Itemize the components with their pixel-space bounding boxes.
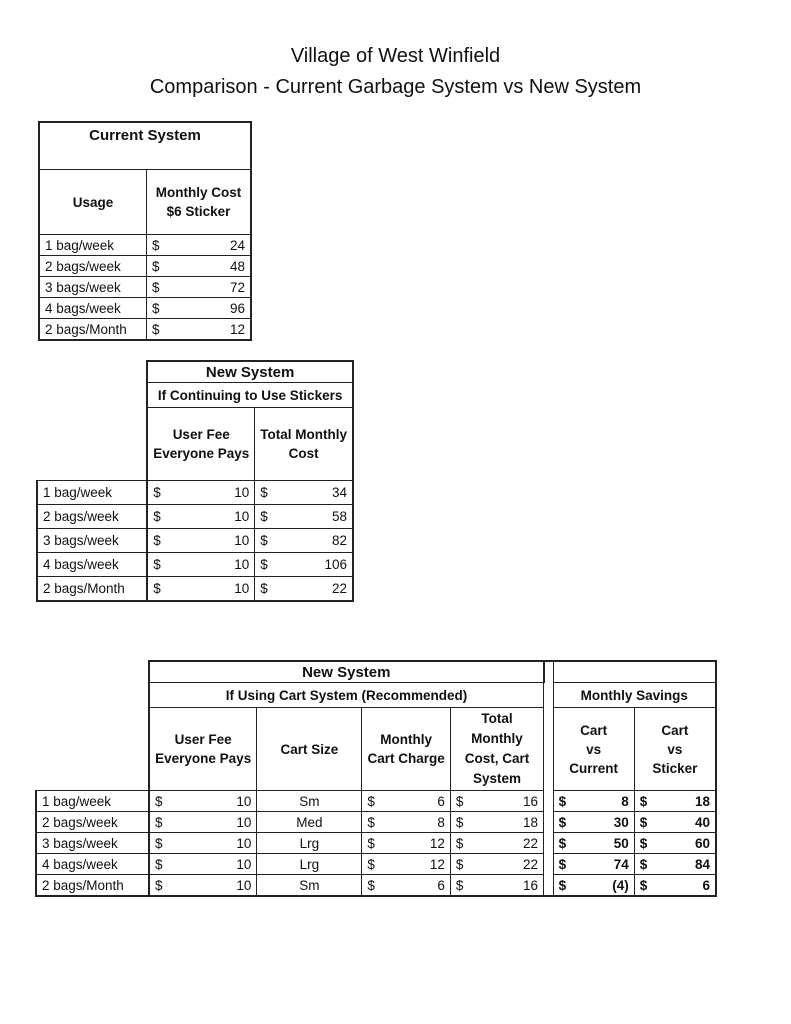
cost-cell: 72 xyxy=(164,277,251,298)
table-row xyxy=(37,577,353,602)
monthly-cost-header xyxy=(147,170,252,235)
sticker-fee-header-line1: User Fee xyxy=(172,427,230,442)
sticker-subheading: If Continuing to Use Stickers xyxy=(147,383,353,408)
currency-cell: $ xyxy=(634,833,652,854)
sticker-total-header xyxy=(255,408,353,481)
total-cell: 34 xyxy=(272,481,353,505)
currency-cell: $ xyxy=(147,529,165,553)
currency-cell: $ xyxy=(147,505,165,529)
currency-cell: $ xyxy=(255,529,273,553)
table-row xyxy=(37,553,353,577)
currency-cell: $ xyxy=(634,854,652,875)
usage-cell: 4 bags/week xyxy=(37,553,147,577)
usage-cell: 3 bags/week xyxy=(37,529,147,553)
currency-cell: $ xyxy=(147,256,165,277)
savings-vs-sticker-cell: 6 xyxy=(652,875,716,897)
cart-total-header-line1: Total xyxy=(481,711,513,726)
cart-fee-header-line1: User Fee xyxy=(174,732,232,747)
cart-size-cell: Sm xyxy=(257,875,362,897)
usage-cell: 3 bags/week xyxy=(39,277,147,298)
currency-cell: $ xyxy=(362,812,380,833)
currency-cell: $ xyxy=(147,577,165,602)
currency-cell: $ xyxy=(147,277,165,298)
document-title: Village of West Winfield xyxy=(290,45,501,67)
table-row xyxy=(37,505,353,529)
currency-cell: $ xyxy=(553,854,571,875)
cart-vs-current-header-line3: Current xyxy=(569,760,619,776)
usage-cell: 3 bags/week xyxy=(36,833,149,854)
cart-fee-header xyxy=(149,708,257,791)
charge-cell: 12 xyxy=(379,833,450,854)
currency-cell: $ xyxy=(362,875,380,897)
currency-cell: $ xyxy=(255,553,273,577)
savings-vs-sticker-cell: 18 xyxy=(652,791,716,812)
cart-size-cell: Med xyxy=(257,812,362,833)
cart-vs-sticker-header-line1: Cart xyxy=(661,722,689,738)
savings-vs-sticker-cell: 40 xyxy=(652,812,716,833)
currency-cell: $ xyxy=(149,833,167,854)
cart-charge-header-line1: Monthly xyxy=(380,732,432,747)
usage-cell: 1 bag/week xyxy=(37,481,147,505)
total-cell: 58 xyxy=(272,505,353,529)
gap-cell xyxy=(544,854,554,875)
currency-cell: $ xyxy=(553,833,571,854)
table-row xyxy=(36,875,716,897)
currency-cell: $ xyxy=(147,319,165,341)
cart-subheading: If Using Cart System (Recommended) xyxy=(149,683,544,708)
savings-vs-current-cell: 50 xyxy=(571,833,635,854)
sticker-system-table xyxy=(36,360,354,602)
table-row xyxy=(36,812,716,833)
fee-cell: 10 xyxy=(167,854,257,875)
cart-size-cell: Lrg xyxy=(257,833,362,854)
document-subtitle: Comparison - Current Garbage System vs New System xyxy=(149,76,642,98)
cart-total-header-line2: Monthly xyxy=(471,731,523,746)
table-row xyxy=(39,235,251,256)
usage-cell: 1 bag/week xyxy=(39,235,147,256)
currency-cell: $ xyxy=(450,791,468,812)
charge-cell: 6 xyxy=(379,875,450,897)
currency-cell: $ xyxy=(362,854,380,875)
usage-cell: 1 bag/week xyxy=(36,791,149,812)
total-cell: 82 xyxy=(272,529,353,553)
sticker-total-header-line2: Cost xyxy=(288,446,319,461)
currency-cell: $ xyxy=(450,833,468,854)
currency-cell: $ xyxy=(450,854,468,875)
savings-heading: Monthly Savings xyxy=(553,683,716,708)
currency-cell: $ xyxy=(634,791,652,812)
cart-size-header: Cart Size xyxy=(257,708,362,791)
total-cell: 18 xyxy=(468,812,544,833)
total-cell: 22 xyxy=(468,854,544,875)
table-row xyxy=(39,319,251,341)
currency-cell: $ xyxy=(147,553,165,577)
cart-charge-header-line2: Cart Charge xyxy=(367,751,445,766)
cart-size-cell: Sm xyxy=(257,791,362,812)
cart-total-header-line3: Cost, Cart xyxy=(464,751,530,766)
table-row xyxy=(36,854,716,875)
fee-cell: 10 xyxy=(167,791,257,812)
fee-cell: 10 xyxy=(165,481,255,505)
current-system-table xyxy=(38,121,252,341)
current-system-heading: Current System xyxy=(39,122,251,170)
currency-cell: $ xyxy=(147,298,165,319)
usage-cell: 4 bags/week xyxy=(36,854,149,875)
table-row xyxy=(37,529,353,553)
savings-vs-current-cell: 8 xyxy=(571,791,635,812)
monthly-cost-header-line2: $6 Sticker xyxy=(166,204,231,219)
cart-size-cell: Lrg xyxy=(257,854,362,875)
savings-vs-current-cell: 30 xyxy=(571,812,635,833)
usage-cell: 2 bags/week xyxy=(39,256,147,277)
table-row xyxy=(39,298,251,319)
currency-cell: $ xyxy=(149,812,167,833)
fee-cell: 10 xyxy=(165,529,255,553)
usage-cell: 2 bags/week xyxy=(37,505,147,529)
cart-vs-sticker-header-line2: vs xyxy=(667,741,683,757)
usage-cell: 2 bags/Month xyxy=(36,875,149,897)
fee-cell: 10 xyxy=(165,577,255,602)
currency-cell: $ xyxy=(147,235,165,256)
cart-vs-current-header xyxy=(553,708,634,791)
fee-cell: 10 xyxy=(165,553,255,577)
currency-cell: $ xyxy=(255,481,273,505)
cart-vs-current-header-line2: vs xyxy=(586,741,602,757)
usage-cell: 2 bags/week xyxy=(36,812,149,833)
currency-cell: $ xyxy=(149,854,167,875)
charge-cell: 12 xyxy=(379,854,450,875)
cart-fee-header-line2: Everyone Pays xyxy=(155,751,252,766)
sticker-heading: New System xyxy=(147,361,353,383)
sticker-fee-header xyxy=(147,408,255,481)
fee-cell: 10 xyxy=(167,833,257,854)
gap-cell xyxy=(544,791,554,812)
cart-total-header xyxy=(450,708,543,791)
cart-vs-sticker-header xyxy=(634,708,716,791)
charge-cell: 8 xyxy=(379,812,450,833)
usage-cell: 2 bags/Month xyxy=(37,577,147,602)
usage-cell: 4 bags/week xyxy=(39,298,147,319)
total-cell: 16 xyxy=(468,875,544,897)
gap-cell xyxy=(544,812,554,833)
cart-vs-current-header-line1: Cart xyxy=(580,722,608,738)
savings-vs-current-cell: 74 xyxy=(571,854,635,875)
currency-cell: $ xyxy=(450,812,468,833)
cart-vs-sticker-header-line3: Sticker xyxy=(652,760,698,776)
currency-cell: $ xyxy=(147,481,165,505)
fee-cell: 10 xyxy=(167,875,257,897)
gap-cell xyxy=(544,833,554,854)
table-row xyxy=(39,256,251,277)
usage-header: Usage xyxy=(39,170,147,235)
cost-cell: 12 xyxy=(164,319,251,341)
table-row xyxy=(37,481,353,505)
cart-heading: New System xyxy=(149,661,544,683)
currency-cell: $ xyxy=(553,812,571,833)
sticker-total-header-line1: Total Monthly xyxy=(260,427,347,442)
table-row xyxy=(36,833,716,854)
total-cell: 22 xyxy=(272,577,353,602)
cost-cell: 48 xyxy=(164,256,251,277)
cost-cell: 96 xyxy=(164,298,251,319)
currency-cell: $ xyxy=(255,577,273,602)
gap-cell xyxy=(544,875,554,897)
currency-cell: $ xyxy=(553,875,571,897)
total-cell: 22 xyxy=(468,833,544,854)
currency-cell: $ xyxy=(149,791,167,812)
usage-cell: 2 bags/Month xyxy=(39,319,147,341)
currency-cell: $ xyxy=(149,875,167,897)
currency-cell: $ xyxy=(634,875,652,897)
total-cell: 106 xyxy=(272,553,353,577)
currency-cell: $ xyxy=(450,875,468,897)
charge-cell: 6 xyxy=(379,791,450,812)
fee-cell: 10 xyxy=(167,812,257,833)
savings-vs-sticker-cell: 84 xyxy=(652,854,716,875)
currency-cell: $ xyxy=(255,505,273,529)
fee-cell: 10 xyxy=(165,505,255,529)
table-row xyxy=(39,277,251,298)
sticker-fee-header-line2: Everyone Pays xyxy=(153,446,250,461)
cart-system-table xyxy=(35,660,717,897)
currency-cell: $ xyxy=(362,833,380,854)
total-cell: 16 xyxy=(468,791,544,812)
table-row xyxy=(36,791,716,812)
cost-cell: 24 xyxy=(164,235,251,256)
savings-vs-current-cell: (4) xyxy=(571,875,635,897)
cart-total-header-line4: System xyxy=(472,771,521,786)
currency-cell: $ xyxy=(553,791,571,812)
monthly-cost-header-line1: Monthly Cost xyxy=(155,185,242,200)
currency-cell: $ xyxy=(634,812,652,833)
savings-vs-sticker-cell: 60 xyxy=(652,833,716,854)
cart-charge-header xyxy=(362,708,451,791)
currency-cell: $ xyxy=(362,791,380,812)
